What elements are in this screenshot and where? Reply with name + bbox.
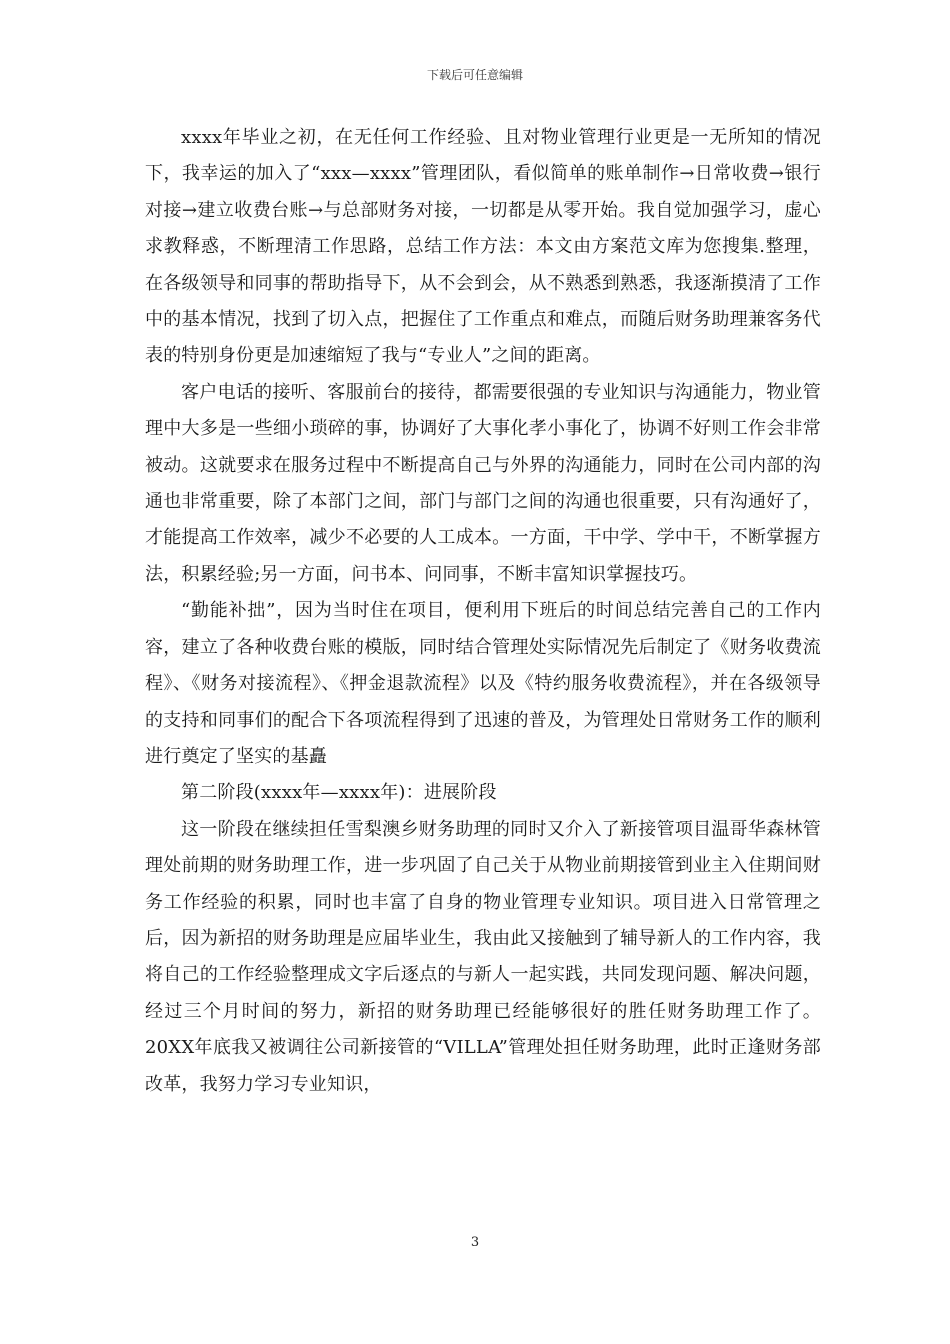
section-heading: 第二阶段(xxxx年—xxxx年)：进展阶段 [181, 782, 497, 804]
page-number: 3 [470, 1235, 480, 1250]
paragraph-1: xxxx年毕业之初，在无任何工作经验、且对物业管理行业更是一无所知的情况下，我幸运的加入了“xxx—xxxx”管理团队，看似简单的账单制作→日常收费→银行对接→建立收费台账→与总部财务对接，一切都是从零开始。我自觉加强学习，虚心求教释惑，不断理清工作思路，总结工作方法：本文由方案范文库为您搜集.整理，在各级领导和同事的帮助指导下，从不会到会，从不熟悉到熟悉，我逐渐摸清了工作中的基本情况，找到了切入点，把握住了工作重点和难点，而随后财务助理兼客务代表的特别身份更是加速缩短了我与“专业人”之间的距离。 [145, 127, 821, 367]
paragraph-2: 客户电话的接听、客服前台的接待，都需要很强的专业知识与沟通能力，物业管理中大多是一些细小琐碎的事，协调好了大事化孝小事化了，协调不好则工作会非常被动。这就要求在服务过程中不断提高自己与外界的沟通能力，同时在公司内部的沟通也非常重要，除了本部门之间，部门与部门之间的沟通也很重要，只有沟通好了，才能提高工作效率，减少不必要的人工成本。一方面，干中学、学中干，不断掌握方法，积累经验;另一方面，问书本、问同事，不断丰富知识掌握技巧。 [145, 381, 821, 585]
paragraph-4: 这一阶段在继续担任雪梨澳乡财务助理的同时又介入了新接管项目温哥华森林管理处前期的财务助理工作，进一步巩固了自己关于从物业前期接管到业主入住期间财务工作经验的积累，同时也丰富了自身的物业管理专业知识。项目进入日常管理之后，因为新招的财务助理是应届毕业生，我由此又接触到了辅导新人的工作内容，我将自己的工作经验整理成文字后逐点的与新人一起实践，共同发现问题、解决问题，经过三个月时间的努力，新招的财务助理已经能够很好的胜任财务助理工作了。20XX年底我又被调往公司新接管的“VILLA”管理处担任财务助理，此时正逢财务部改革，我努力学习专业知识， [145, 818, 821, 1095]
page-header: 下载后可任意编辑 [426, 68, 523, 82]
paragraph-3: “勤能补拙”，因为当时住在项目，便利用下班后的时间总结完善自己的工作内容，建立了各种收费台账的模版，同时结合管理处实际情况先后制定了《财务收费流程》、《财务对接流程》、《押金退款流程》以及《特约服务收费流程》，并在各级领导的支持和同事们的配合下各项流程得到了迅速的普及，为管理处日常财务工作的顺利进行奠定了坚实的基矗 [145, 600, 821, 767]
document-body [145, 120, 821, 1103]
